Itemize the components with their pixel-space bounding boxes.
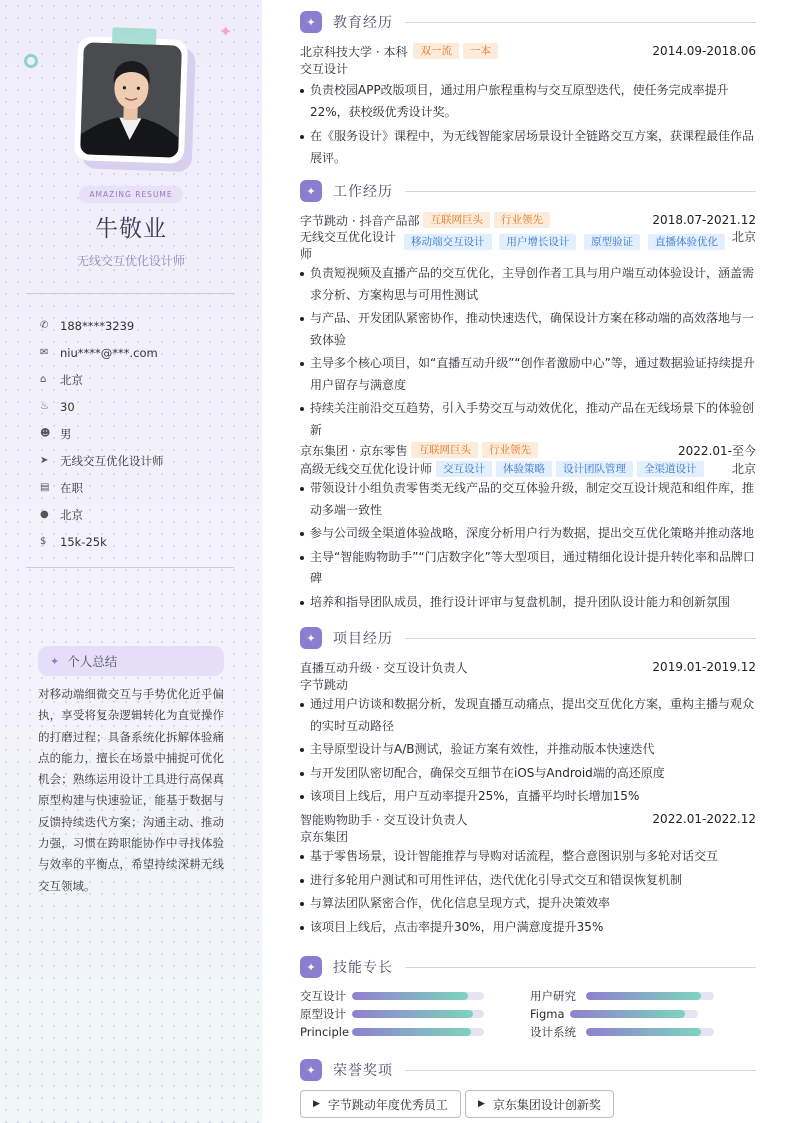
project-date: 2019.01-2019.12 bbox=[652, 660, 756, 674]
list-item: 与产品、开发团队紧密协作，推动快速迭代，确保设计方案在移动端的高效落地与一致体验 bbox=[300, 308, 756, 351]
skill-bar bbox=[352, 1028, 484, 1036]
company-tag: 互联网巨头 bbox=[423, 212, 490, 228]
sparkle-icon: ✦ bbox=[300, 1059, 322, 1081]
section-title: 项目经历 bbox=[333, 631, 393, 647]
section-title: 工作经历 bbox=[333, 184, 393, 200]
project-org: 京东集团 bbox=[300, 830, 349, 844]
contact-value: 北京 bbox=[60, 372, 83, 387]
summary-text: 对移动端细微交互与手势优化近乎偏执，享受将复杂逻辑转化为直觉操作的打磨过程；具备系统化拆解体验痛点的能力，擅长在场景中捕捉可优化机会；熟练运用设计工具进行高保真原型构建与快速验证，能基于数据与反馈持续迭代方案；沟通主动、推动力强，习惯在跨职能协作中寻找体验与效率的平衡点，希望持续深耕无线交互领域。 bbox=[38, 687, 224, 893]
project-name: 智能购物助手 · 交互设计负责人 bbox=[300, 812, 468, 827]
job-entry bbox=[300, 211, 756, 441]
mail-icon: ✉ bbox=[40, 347, 49, 358]
section-title: 荣誉奖项 bbox=[333, 1063, 393, 1079]
skill-name: 交互设计 bbox=[300, 989, 346, 1003]
company-tag: 互联网巨头 bbox=[411, 442, 478, 458]
section-header-education bbox=[300, 10, 756, 34]
skill-bar bbox=[570, 1010, 698, 1018]
profile-photo bbox=[80, 42, 182, 157]
skill-tag: 移动端交互设计 bbox=[404, 234, 492, 250]
award-label: 字节跳动年度优秀员工 bbox=[327, 1097, 448, 1112]
project-org: 字节跳动 bbox=[300, 678, 349, 692]
contact-row bbox=[40, 528, 240, 555]
phone-icon: ✆ bbox=[40, 320, 49, 331]
list-item: 通过用户访谈和数据分析，发现直播互动痛点，提出交互优化方案，重构主播与观众的实时互动路径 bbox=[300, 694, 756, 737]
award-badge bbox=[465, 1090, 614, 1118]
skill-item bbox=[300, 1024, 484, 1040]
gender-icon: ☻ bbox=[40, 428, 51, 439]
list-item: 参与公司级全渠道体验战略，深度分析用户行为数据，提出交互优化策略并推动落地 bbox=[300, 523, 756, 545]
sparkle-icon: ✦ bbox=[300, 180, 322, 202]
section-header-work bbox=[300, 179, 756, 203]
list-item: 主导原型设计与A/B测试，验证方案有效性，并推动版本快速迭代 bbox=[300, 739, 756, 761]
contact-value: 15k-25k bbox=[60, 534, 107, 549]
list-item: 该项目上线后，点击率提升30%，用户满意度提升35% bbox=[300, 917, 756, 939]
summary-header bbox=[38, 646, 224, 676]
home-icon: ⌂ bbox=[40, 374, 47, 385]
contact-info-list bbox=[40, 312, 240, 555]
skill-tag: 交互设计 bbox=[436, 461, 492, 477]
list-item: 主导多个核心项目，如“直播互动升级”“创作者激励中心”等，通过数据验证持续提升用户留存与满意度 bbox=[300, 353, 756, 396]
skill-bar bbox=[352, 1010, 484, 1018]
contact-row bbox=[40, 339, 240, 366]
project-date: 2022.01-2022.12 bbox=[652, 812, 756, 826]
list-item: 负责短视频及直播产品的交互优化，主导创作者工具与用户端互动体验设计，涵盖需求分析、方案构思与可用性测试 bbox=[300, 263, 756, 306]
job-role: 高级无线交互优化设计师 bbox=[300, 462, 433, 476]
contact-row bbox=[40, 366, 240, 393]
skill-item bbox=[530, 1006, 698, 1022]
candidate-title: 无线交互优化设计师 bbox=[76, 254, 185, 268]
skill-item bbox=[300, 988, 484, 1004]
skill-name: Figma bbox=[530, 1007, 565, 1021]
skill-bar-fill bbox=[570, 1010, 685, 1018]
section-rule bbox=[405, 22, 756, 23]
divider bbox=[26, 567, 234, 568]
skill-item bbox=[300, 1006, 484, 1022]
skill-tag: 原型验证 bbox=[584, 234, 640, 250]
skill-name: 设计系统 bbox=[530, 1025, 576, 1039]
contact-value: 北京 bbox=[60, 507, 83, 522]
contact-row bbox=[40, 312, 240, 339]
skill-tag: 体验策略 bbox=[496, 461, 552, 477]
skill-bar-fill bbox=[586, 1028, 701, 1036]
section-header-projects bbox=[300, 626, 756, 650]
contact-value: niu****@***.com bbox=[60, 345, 158, 360]
skill-bar bbox=[586, 992, 714, 1000]
skill-bar bbox=[352, 992, 484, 1000]
sparkle-icon: ✦ bbox=[300, 956, 322, 978]
contact-value: 男 bbox=[60, 426, 72, 441]
school-tag: 双一流 bbox=[413, 43, 459, 59]
school-tag: 一本 bbox=[463, 43, 498, 59]
job-date: 2018.07-2021.12 bbox=[652, 213, 756, 227]
list-item: 进行多轮用户测试和可用性评估，迭代优化引导式交互和错误恢复机制 bbox=[300, 870, 756, 892]
resume-tagline: AMAZING RESUME bbox=[79, 186, 183, 203]
company-name: 京东集团 · 京东零售 bbox=[300, 443, 408, 458]
sparkle-icon: ✦ bbox=[300, 627, 322, 649]
play-icon: ▶ bbox=[478, 1099, 485, 1109]
skill-tag: 设计团队管理 bbox=[556, 461, 633, 477]
section-title: 技能专长 bbox=[333, 960, 393, 976]
major: 交互设计 bbox=[300, 62, 349, 76]
photo-frame bbox=[74, 36, 188, 164]
skill-bar-fill bbox=[352, 1010, 473, 1018]
job-city: 北京 bbox=[731, 462, 756, 476]
contact-row bbox=[40, 420, 240, 447]
contact-row bbox=[40, 393, 240, 420]
candidate-name: 牛敬业 bbox=[95, 216, 167, 242]
list-item: 该项目上线后，用户互动率提升25%，直播平均时长增加15% bbox=[300, 786, 756, 808]
section-rule bbox=[405, 191, 756, 192]
job-city: 北京 bbox=[732, 230, 757, 244]
divider bbox=[26, 293, 234, 294]
list-item: 与算法团队紧密合作，优化信息呈现方式，提升决策效率 bbox=[300, 893, 756, 915]
contact-value: 无线交互优化设计师 bbox=[60, 453, 164, 468]
list-item: 与开发团队密切配合，确保交互细节在iOS与Android端的高还原度 bbox=[300, 763, 756, 785]
sidebar bbox=[0, 0, 262, 1123]
contact-value: 在职 bbox=[60, 480, 83, 495]
award-badge bbox=[300, 1090, 461, 1118]
section-header-awards bbox=[300, 1058, 756, 1082]
skill-bar-fill bbox=[352, 1028, 471, 1036]
ring-decoration bbox=[24, 54, 38, 68]
skill-name: Principle bbox=[300, 1025, 350, 1039]
skill-bar bbox=[586, 1028, 714, 1036]
skill-bar-fill bbox=[352, 992, 468, 1000]
list-item: 负责校园APP改版项目，通过用户旅程重构与交互原型迭代，使任务完成率提升22%，获校级优秀设计奖。 bbox=[300, 80, 756, 123]
job-entry bbox=[300, 441, 756, 613]
list-item: 持续关注前沿交互趋势，引入手势交互与动效优化，推动产品在无线场景下的体验创新 bbox=[300, 398, 756, 441]
sparkle-icon: ✦ bbox=[300, 11, 322, 33]
skill-tag: 全渠道设计 bbox=[637, 461, 704, 477]
skill-bar-fill bbox=[586, 992, 701, 1000]
company-tag: 行业领先 bbox=[494, 212, 550, 228]
section-rule bbox=[405, 1070, 756, 1071]
company-name: 字节跳动 · 抖音产品部 bbox=[300, 213, 420, 228]
skill-name: 用户研究 bbox=[530, 989, 576, 1003]
section-rule bbox=[405, 638, 756, 639]
project-entry bbox=[300, 658, 756, 808]
play-icon: ▶ bbox=[313, 1099, 320, 1109]
list-item: 在《服务设计》课程中，为无线智能家居场景设计全链路交互方案，获课程最佳作品展评。 bbox=[300, 126, 756, 169]
skill-tag: 直播体验优化 bbox=[648, 234, 725, 250]
company-tag: 行业领先 bbox=[482, 442, 538, 458]
section-header-skills bbox=[300, 955, 756, 979]
award-label: 京东集团设计创新奖 bbox=[492, 1097, 601, 1112]
sparkle-icon: ✦ bbox=[219, 22, 233, 41]
contact-row bbox=[40, 447, 240, 474]
skill-tag: 用户增长设计 bbox=[499, 234, 576, 250]
education-block bbox=[300, 42, 756, 169]
skill-item bbox=[530, 988, 714, 1004]
contact-value: 188****3239 bbox=[60, 318, 135, 333]
skill-item bbox=[530, 1024, 714, 1040]
briefcase-icon: ▤ bbox=[40, 482, 50, 493]
project-name: 直播互动升级 · 交互设计负责人 bbox=[300, 660, 468, 675]
summary-title: 个人总结 bbox=[67, 654, 118, 669]
section-title: 教育经历 bbox=[333, 15, 393, 31]
contact-value: 30 bbox=[60, 399, 75, 414]
contact-row bbox=[40, 501, 240, 528]
salary-icon: $ bbox=[40, 536, 47, 547]
sparkle-icon: ✦ bbox=[50, 654, 60, 668]
section-rule bbox=[405, 967, 756, 968]
skill-name: 原型设计 bbox=[300, 1007, 346, 1021]
list-item: 基于零售场景，设计智能推荐与导购对话流程，整合意图识别与多轮对话交互 bbox=[300, 846, 756, 868]
job-role: 无线交互优化设计师 bbox=[300, 230, 397, 261]
school-name: 北京科技大学 · 本科 bbox=[300, 44, 408, 59]
list-item: 培养和指导团队成员，推行设计评审与复盘机制，提升团队设计能力和创新氛围 bbox=[300, 592, 756, 614]
education-date: 2014.09-2018.06 bbox=[652, 44, 756, 58]
contact-row bbox=[40, 474, 240, 501]
send-icon: ➤ bbox=[40, 455, 49, 466]
job-date: 2022.01-至今 bbox=[678, 443, 756, 458]
list-item: 主导“智能购物助手”“门店数字化”等大型项目，通过精细化设计提升转化率和品牌口碑 bbox=[300, 547, 756, 590]
location-icon: ● bbox=[40, 509, 49, 520]
cake-icon: ♨ bbox=[40, 401, 49, 412]
project-entry bbox=[300, 810, 756, 938]
list-item: 带领设计小组负责零售类无线产品的交互体验升级，制定交互设计规范和组件库，推动多端一致性 bbox=[300, 478, 756, 521]
